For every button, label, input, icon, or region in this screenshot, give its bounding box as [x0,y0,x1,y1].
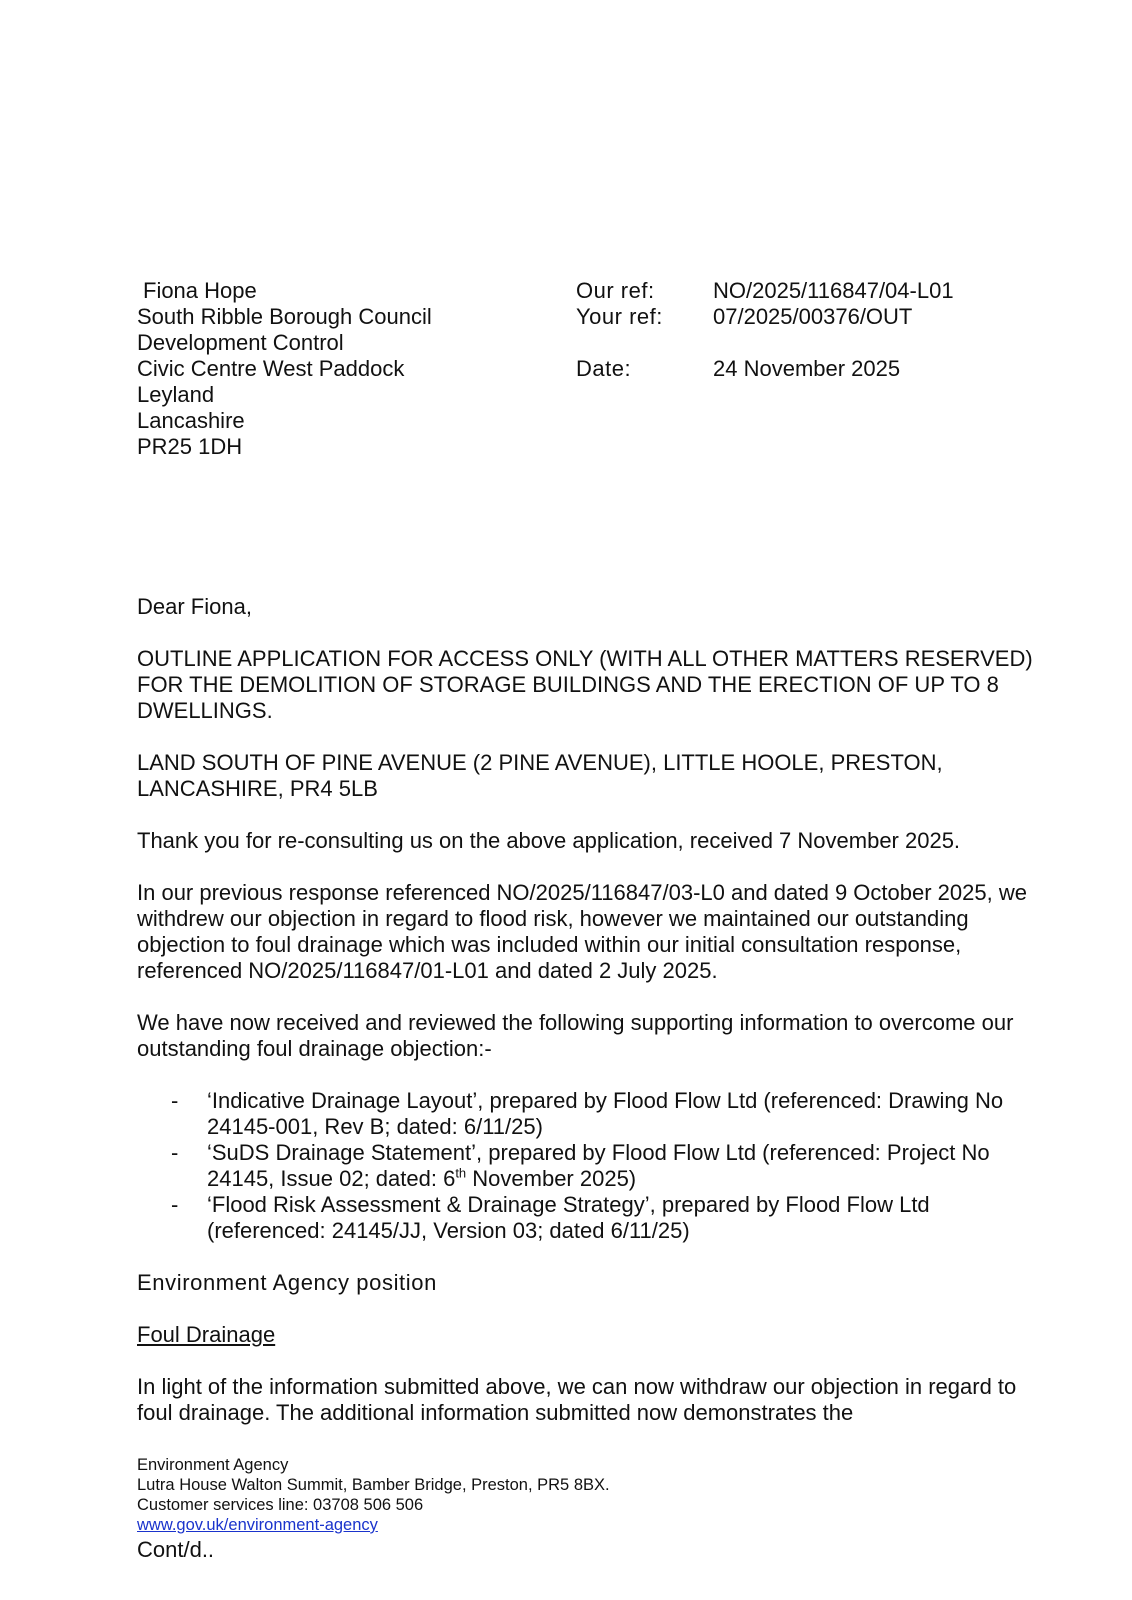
list-dash: - [171,1088,179,1113]
continued-marker: Cont/d.. [137,1537,215,1562]
salutation: Dear Fiona, [137,594,252,619]
our-ref-value: NO/2025/116847/04-L01 [713,278,954,303]
date-value: 24 November 2025 [713,356,901,381]
your-ref-label: Your ref: [576,304,663,329]
site-address: LAND SOUTH OF PINE AVENUE (2 PINE AVENUE), LITTLE HOOLE, PRESTON, LANCASHIRE, PR4 5LB [137,750,943,801]
recipient-street: Civic Centre West Paddock [137,356,405,381]
recipient-org: South Ribble Borough Council [137,304,432,329]
reference-block [576,278,954,382]
list-dash: - [171,1192,179,1217]
recipient-postcode: PR25 1DH [137,434,243,459]
recipient-county: Lancashire [137,408,245,433]
our-ref-row [576,278,954,304]
footer-phone: Customer services line: 03708 506 506 [137,1496,424,1514]
document-3: ‘Flood Risk Assessment & Drainage Strategy’, prepared by Flood Flow Ltd (referenced: 24145/JJ, Version 03; dated 6/11/25) [207,1192,930,1243]
document-list [137,1088,1037,1244]
your-ref-value: 07/2025/00376/OUT [713,304,913,329]
application-title: OUTLINE APPLICATION FOR ACCESS ONLY (WITH ALL OTHER MATTERS RESERVED) FOR THE DEMOLITION OF STORAGE BUILDINGS AND THE ERECTION OF UP TO 8 DWELLINGS. [137,646,1033,723]
footer-agency-name: Environment Agency [137,1456,289,1474]
subsection-heading: Foul Drainage [137,1322,276,1347]
document-1: ‘Indicative Drainage Layout’, prepared by Flood Flow Ltd (referenced: Drawing No 24145-001, Rev B; dated: 6/11/25) [207,1088,1004,1139]
footer-address: Lutra House Walton Summit, Bamber Bridge, Preston, PR5 8BX. [137,1476,610,1494]
thanks-paragraph: Thank you for re-consulting us on the above application, received 7 November 2025. [137,828,961,853]
our-ref-label: Our ref: [576,278,655,303]
recipient-dept: Development Control [137,330,344,355]
document-2: ‘SuDS Drainage Statement’, prepared by Flood Flow Ltd (referenced: Project No 24145, Issue 02; dated: 6th November 2025) [207,1140,990,1191]
section-heading: Environment Agency position [137,1270,437,1295]
letter-body [137,594,1037,1452]
footer-website-link[interactable]: www.gov.uk/environment-agency [137,1516,378,1534]
received-paragraph: We have now received and reviewed the following supporting information to overcome our outstanding foul drainage objection:- [137,1010,1014,1061]
date-label: Date: [576,356,632,381]
your-ref-row [576,304,954,330]
list-item [137,1192,1037,1244]
list-item [137,1088,1037,1140]
list-item [137,1140,1037,1192]
recipient-address [137,278,557,460]
date-row [576,356,954,382]
recipient-town: Leyland [137,382,215,407]
recipient-name: Fiona Hope [143,278,257,303]
list-dash: - [171,1140,179,1165]
agency-footer [137,1455,610,1535]
previous-response-paragraph: In our previous response referenced NO/2025/116847/03-L0 and dated 9 October 2025, we withdrew our objection in regard to flood risk, however we maintained our outstanding objection to foul drainage which was included within our initial consultation response, referenced NO/2025/116847/01-L01 and dated 2 July 2025. [137,880,1027,983]
withdrawal-paragraph: In light of the information submitted above, we can now withdraw our objection in regard to foul drainage. The additional information submitted now demonstrates the [137,1374,1017,1425]
